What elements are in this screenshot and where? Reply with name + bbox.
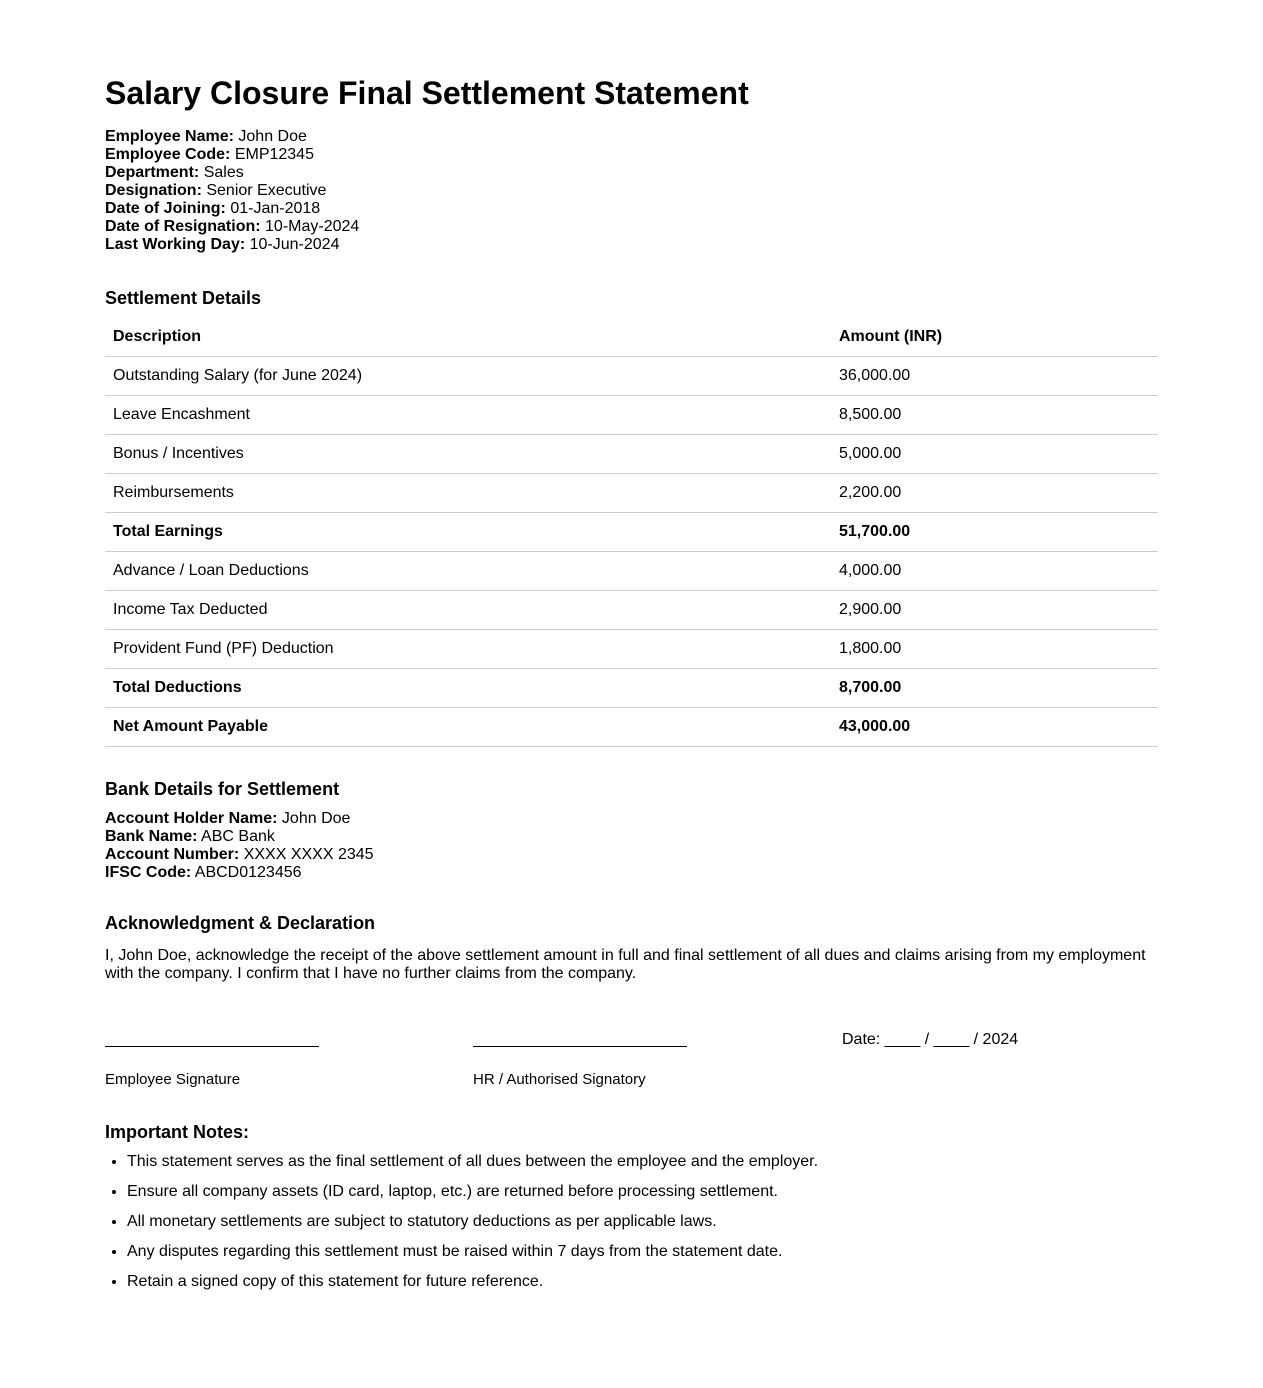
row-amount: 2,200.00 [831,474,1158,513]
field-value: Sales [203,164,244,181]
row-description: Reimbursements [105,474,831,513]
field-value: Senior Executive [206,182,327,199]
table-row [105,474,1158,513]
employee-signature-label: Employee Signature [105,1071,241,1088]
date-of-resignation-row [105,218,1158,236]
total-deductions-row [105,669,1158,708]
list-item: • Ensure all company assets (ID card, laptop, etc.) are returned before processing settlement. [127,1183,1158,1201]
employee-info [105,128,1158,254]
row-amount: 5,000.00 [831,435,1158,474]
table-row [105,591,1158,630]
acknowledgment-heading: Acknowledgment & Declaration [105,913,376,933]
employee-name-row [105,128,1158,146]
notes-heading: Important Notes: [105,1122,249,1142]
table-row [105,552,1158,591]
list-item: • Retain a signed copy of this statement for future reference. [127,1273,1158,1291]
row-description: Total Deductions [105,669,831,708]
field-value: ABC Bank [201,828,275,845]
designation-row [105,182,1158,200]
row-amount: 36,000.00 [831,357,1158,396]
date-of-joining-row [105,200,1158,218]
row-amount: 8,500.00 [831,396,1158,435]
field-label: Department: [105,164,200,181]
hr-signature-label: HR / Authorised Signatory [473,1071,646,1088]
table-header-row [105,318,1158,357]
field-value: XXXX XXXX 2345 [243,846,374,863]
amount-header: Amount (INR) [831,318,1158,357]
bank-details-heading: Bank Details for Settlement [105,779,340,799]
row-description: Total Earnings [105,513,831,552]
table-row [105,396,1158,435]
settlement-heading: Settlement Details [105,288,262,308]
field-label: Employee Code: [105,146,231,163]
field-value: John Doe [281,810,351,827]
row-amount: 43,000.00 [831,708,1158,747]
signature-date: Date: ____ / ____ / 2024 [842,1031,1019,1048]
list-item: • All monetary settlements are subject to statutory deductions as per applicable laws. [127,1213,1158,1231]
row-description: Income Tax Deducted [105,591,831,630]
row-amount: 51,700.00 [831,513,1158,552]
hr-signature-line[interactable] [473,1046,687,1047]
field-label: Last Working Day: [105,236,246,253]
field-label: Employee Name: [105,128,234,145]
field-label: Date of Joining: [105,200,226,217]
department-row [105,164,1158,182]
field-value: John Doe [238,128,307,145]
row-description: Advance / Loan Deductions [105,552,831,591]
field-value: 01-Jan-2018 [230,200,321,217]
field-value: EMP12345 [234,146,314,163]
total-earnings-row [105,513,1158,552]
employee-signature-line[interactable] [105,1046,319,1047]
last-working-day-row [105,236,1158,254]
row-description: Provident Fund (PF) Deduction [105,630,831,669]
table-row [105,630,1158,669]
field-label: Account Holder Name: [105,810,278,827]
field-value: ABCD0123456 [194,864,302,881]
description-header: Description [105,318,831,357]
row-amount: 2,900.00 [831,591,1158,630]
list-item: • This statement serves as the final settlement of all dues between the employee and the employer. [127,1153,1158,1171]
row-amount: 4,000.00 [831,552,1158,591]
field-label: IFSC Code: [105,864,192,881]
field-label: Date of Resignation: [105,218,261,235]
row-amount: 1,800.00 [831,630,1158,669]
ifsc-code-row [105,864,1158,882]
field-value: 10-May-2024 [265,218,360,235]
document-title: Salary Closure Final Settlement Statement [105,75,749,111]
net-amount-row [105,708,1158,747]
signature-area [105,1021,1158,1121]
employee-code-row [105,146,1158,164]
list-item: • Any disputes regarding this settlement must be raised within 7 days from the statement date. [127,1243,1158,1261]
account-holder-row [105,810,1158,828]
field-label: Account Number: [105,846,240,863]
table-row [105,357,1158,396]
row-description: Net Amount Payable [105,708,831,747]
row-description: Leave Encashment [105,396,831,435]
table-row [105,435,1158,474]
row-description: Outstanding Salary (for June 2024) [105,357,831,396]
field-label: Designation: [105,182,202,199]
bank-name-row [105,828,1158,846]
notes-list [105,1153,1158,1291]
account-number-row [105,846,1158,864]
bank-details [105,810,1158,882]
settlement-table [105,318,1158,747]
acknowledgment-text: I, John Doe, acknowledge the receipt of the above settlement amount in full and final settlement of all dues and claims arising from my employment with the company. I confirm that I have no further claims from the company. [105,947,1146,982]
row-description: Bonus / Incentives [105,435,831,474]
field-label: Bank Name: [105,828,198,845]
field-value: 10-Jun-2024 [249,236,340,253]
row-amount: 8,700.00 [831,669,1158,708]
